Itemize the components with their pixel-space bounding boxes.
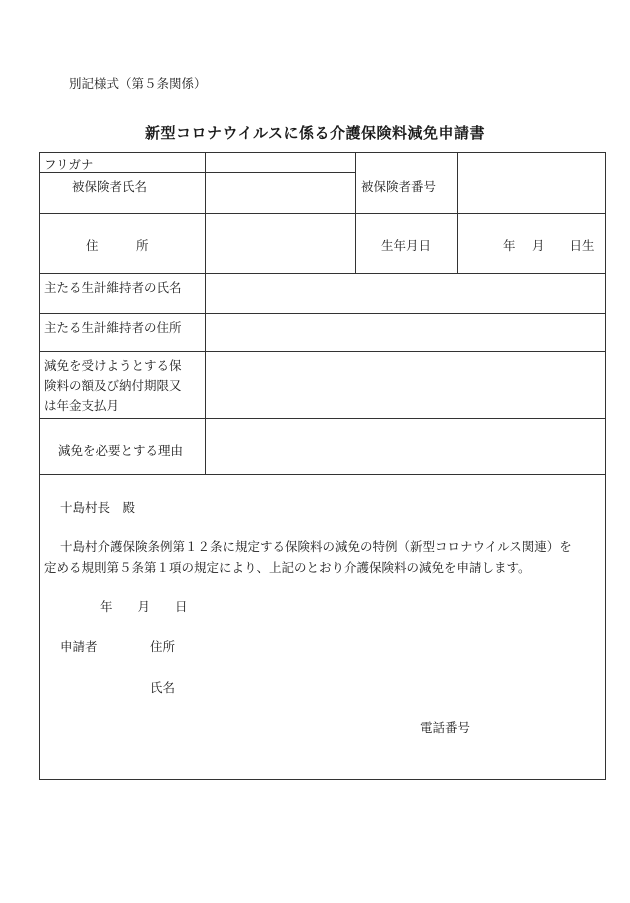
phone-number-label: 電話番号 [420, 720, 471, 735]
birthdate-value: 年 月 日生 [503, 238, 595, 253]
insured-name-label: 被保険者氏名 [72, 179, 148, 194]
breadwinner-address-label: 主たる生計維持者の住所 [44, 320, 182, 335]
premium-label-line-2: 険料の額及び納付期限又 [44, 378, 182, 393]
applicant-address-label: 住所 [150, 639, 176, 654]
premium-label-line-3: は年金支払月 [44, 398, 120, 413]
rule-address-row [39, 273, 606, 274]
application-date: 年 月 日 [100, 599, 188, 614]
rule-breadwinner-name [39, 313, 606, 314]
form-number-label: 別記様式（第５条関係） [69, 76, 207, 91]
breadwinner-name-label: 主たる生計維持者の氏名 [44, 280, 182, 295]
reason-label: 減免を必要とする理由 [58, 443, 184, 458]
rule-mid-column [355, 152, 356, 273]
applicant-label: 申請者 [60, 639, 98, 654]
statement-line-1: 十島村介護保険条例第１２条に規定する保険料の減免の特例（新型コロナウイルス関連）を [60, 539, 572, 554]
birthdate-label: 生年月日 [381, 238, 432, 253]
furigana-label: フリガナ [44, 157, 94, 172]
rule-label-column [205, 152, 206, 474]
rule-name-row [39, 213, 606, 214]
premium-label-line-1: 減免を受けようとする保 [44, 358, 182, 373]
applicant-name-label: 氏名 [150, 680, 176, 695]
statement-line-2: 定める規則第５条第１項の規定により、上記のとおり介護保険料の減免を申請します。 [44, 560, 531, 575]
addressee: 十島村長 殿 [60, 500, 136, 515]
address-label: 住 所 [86, 238, 149, 253]
rule-breadwinner-address [39, 351, 606, 352]
rule-reason [39, 474, 606, 475]
rule-premium [39, 418, 606, 419]
form-title: 新型コロナウイルスに係る介護保険料減免申請書 [144, 124, 486, 142]
rule-value-column [457, 152, 458, 273]
insured-number-label: 被保険者番号 [361, 179, 437, 194]
